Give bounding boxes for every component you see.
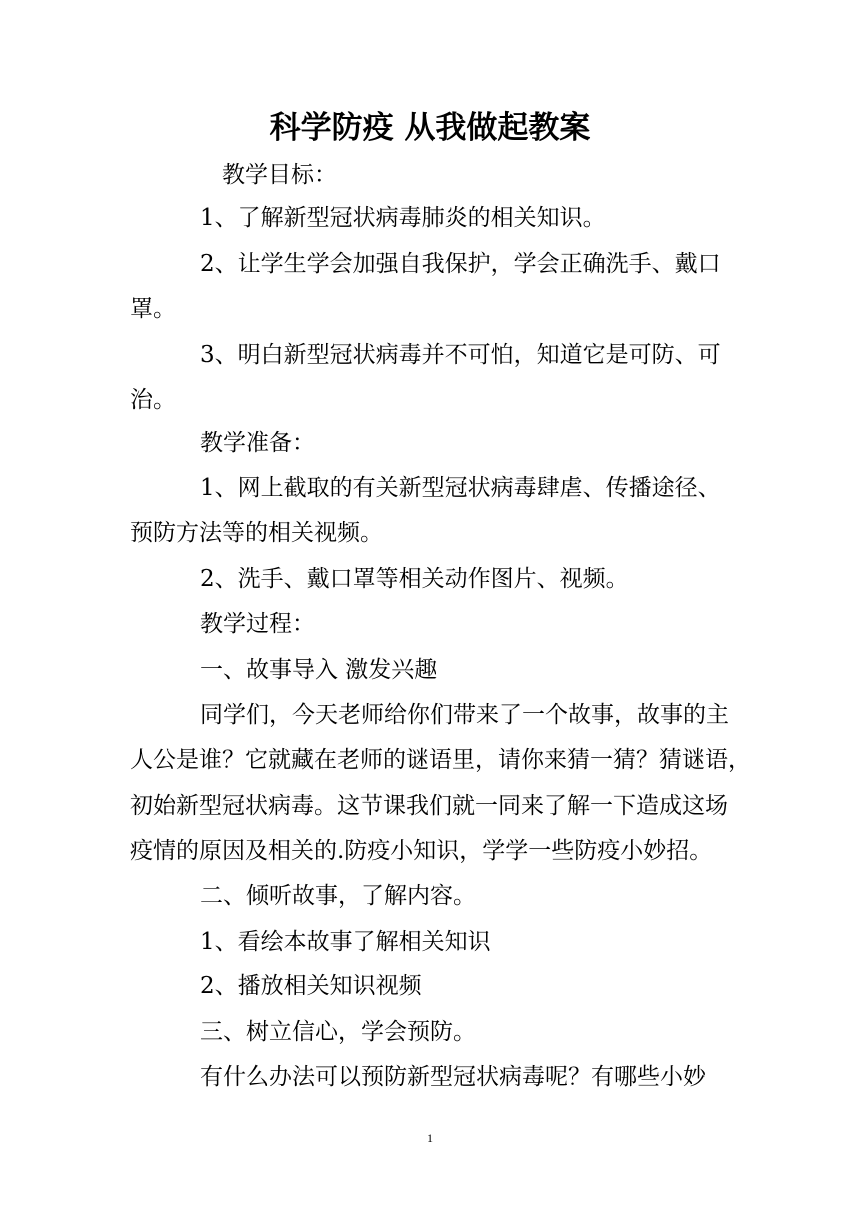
text-line-19: 2、播放相关知识视频 xyxy=(200,973,422,999)
text-line-8: 1、网上截取的有关新型冠状病毒肆虐、传播途径、 xyxy=(200,475,721,501)
text-line-17: 二、倾听故事，了解内容。 xyxy=(200,883,476,909)
page-number: 1 xyxy=(427,1131,433,1145)
text-line-21: 有什么办法可以预防新型冠状病毒呢？有哪些小妙 xyxy=(200,1064,706,1090)
text-line-1: 教学目标： xyxy=(222,162,337,188)
text-line-11: 教学过程： xyxy=(200,611,315,637)
text-line-2: 1、了解新型冠状病毒肺炎的相关知识。 xyxy=(200,205,606,231)
text-line-18: 1、看绘本故事了解相关知识 xyxy=(200,929,491,955)
text-line-16: 疫情的原因及相关的.防疫小知识，学学一些防疫小妙招。 xyxy=(130,838,713,864)
text-line-20: 三、树立信心，学会预防。 xyxy=(200,1019,476,1045)
text-line-14: 人公是谁？它就藏在老师的谜语里，请你来猜一猜？猜谜语， xyxy=(130,747,751,773)
text-line-10: 2、洗手、戴口罩等相关动作图片、视频。 xyxy=(200,566,629,592)
text-line-5: 3、明白新型冠状病毒并不可怕，知道它是可防、可 xyxy=(200,342,721,368)
text-line-15: 初始新型冠状病毒。这节课我们就一同来了解一下造成这场 xyxy=(130,793,728,819)
text-line-4: 罩。 xyxy=(130,296,176,322)
text-line-7: 教学准备： xyxy=(200,430,315,456)
text-line-6: 治。 xyxy=(130,387,176,413)
text-line-3: 2、让学生学会加强自我保护，学会正确洗手、戴口 xyxy=(200,251,721,277)
text-line-12: 一、故事导入 激发兴趣 xyxy=(200,657,438,683)
text-line-9: 预防方法等的相关视频。 xyxy=(130,520,383,546)
text-line-13: 同学们，今天老师给你们带来了一个故事，故事的主 xyxy=(200,702,729,728)
page-title: 科学防疫 从我做起教案 xyxy=(269,110,591,146)
